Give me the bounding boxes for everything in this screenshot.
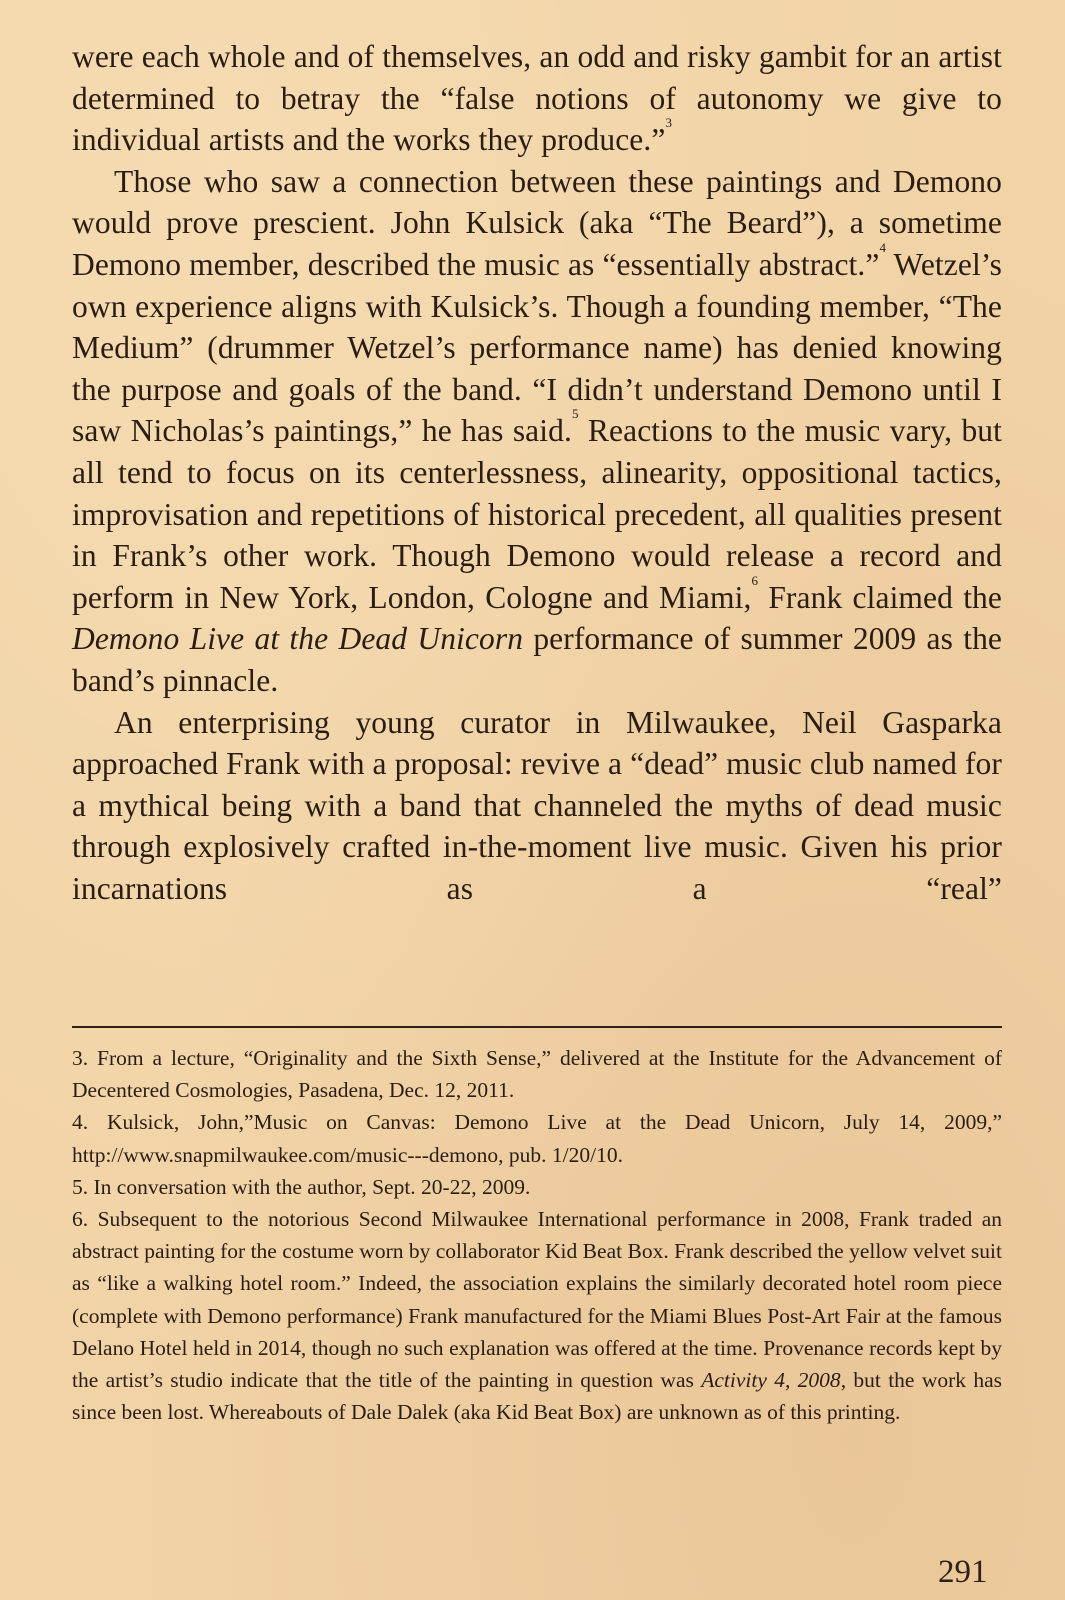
paragraph-2 [72, 161, 1002, 702]
footnote-5 [72, 1171, 1002, 1203]
footnote-3 [72, 1042, 1002, 1106]
footnote-number: 6. [72, 1207, 89, 1232]
footnote-text-b: , but the work has since been lost. Whereabouts of Dale Dalek (aka Kid Beat Box) are unknown as of this printing. [72, 1368, 1003, 1425]
paragraph-2-text-d: Frank claimed the [758, 579, 1002, 615]
paragraph-2-text-e: performance of summer 2009 as the band’s pinnacle. [72, 621, 1002, 698]
paragraph-3-text: An enterprising young curator in Milwaukee, Neil Gasparka approached Frank with a proposal: revive a “dead” music club named for a mythical being with a band that channeled the myths of dead music through explosively crafted in-the-moment live music. Given his prior incarnations as a “real” [72, 704, 1002, 906]
painting-title: Activity 4, 2008 [701, 1368, 841, 1393]
footnotes [72, 1042, 1002, 1428]
paragraph-3 [72, 702, 1002, 910]
footnote-number: 3. [72, 1046, 89, 1070]
footnote-ref-3[interactable]: 3 [665, 115, 673, 131]
footnote-number: 5. [72, 1174, 89, 1199]
performance-title: Demono Live at the Dead Unicorn [72, 621, 524, 657]
footnote-ref-4[interactable]: 4 [879, 239, 887, 255]
page-number: 291 [938, 1554, 988, 1590]
paragraph-1 [72, 36, 1002, 161]
footnote-text: Kulsick, John,”Music on Canvas: Demono Live at the Dead Unicorn, July 14, 2009,” http://www.snapmilwaukee.com/music---demono, pub. 1/20/10. [72, 1110, 1002, 1167]
footnote-divider [72, 1026, 1002, 1028]
paragraph-2-text-c: Reactions to the music vary, but all tend to focus on its centerlessness, alinearity, oppositional tactics, improvisation and repetitions of historical precedent, all qualities present in Frank’s other work. Though Demono would release a record and perform in New York, London, Cologne and Miami, [72, 413, 1002, 615]
footnote-number: 4. [72, 1110, 89, 1135]
paragraph-1-text: were each whole and of themselves, an odd and risky gambit for an artist determined to betray the “false notions of autonomy we give to individual artists and the works they produce.” [72, 39, 1002, 158]
footnote-text-a: Subsequent to the notorious Second Milwaukee International performance in 2008, Frank traded an abstract painting for the costume worn by collaborator Kid Beat Box. Frank described the yellow velvet suit as “like a walking hotel room.” Indeed, the association explains the similarly decorated hotel room piece (complete with Demono performance) Frank manufactured for the Miami Blues Post-Art Fair at the famous Delano Hotel held in 2014, though no such explanation was offered at the time. Provenance records kept by the artist’s studio indicate that the title of the painting in question was [72, 1207, 1003, 1393]
paragraph-2-text-b: Wetzel’s own experience aligns with Kulsick’s. Though a founding member, “The Medium” (drummer Wetzel’s performance name) has denied knowing the purpose and goals of the band. “I didn’t understand Demono until I saw Nicholas’s paintings,” he has said. [72, 246, 1003, 449]
body-text [72, 36, 1002, 909]
footnote-text: From a lecture, “Originality and the Sixth Sense,” delivered at the Institute for the Advancement of Decentered Cosmologies, Pasadena, Dec. 12, 2011. [72, 1046, 1003, 1103]
footnote-ref-6[interactable]: 6 [751, 572, 759, 588]
book-page [72, 36, 1002, 909]
footnote-ref-5[interactable]: 5 [571, 406, 579, 422]
paragraph-2-text-a: Those who saw a connection between these paintings and Demono would prove prescient. John Kulsick (aka “The Beard”), a sometime Demono member, described the music as “essentially abstract.” [72, 163, 1002, 282]
footnote-4 [72, 1106, 1002, 1170]
footnote-6 [72, 1203, 1002, 1428]
footnote-text: In conversation with the author, Sept. 20-22, 2009. [93, 1174, 531, 1199]
